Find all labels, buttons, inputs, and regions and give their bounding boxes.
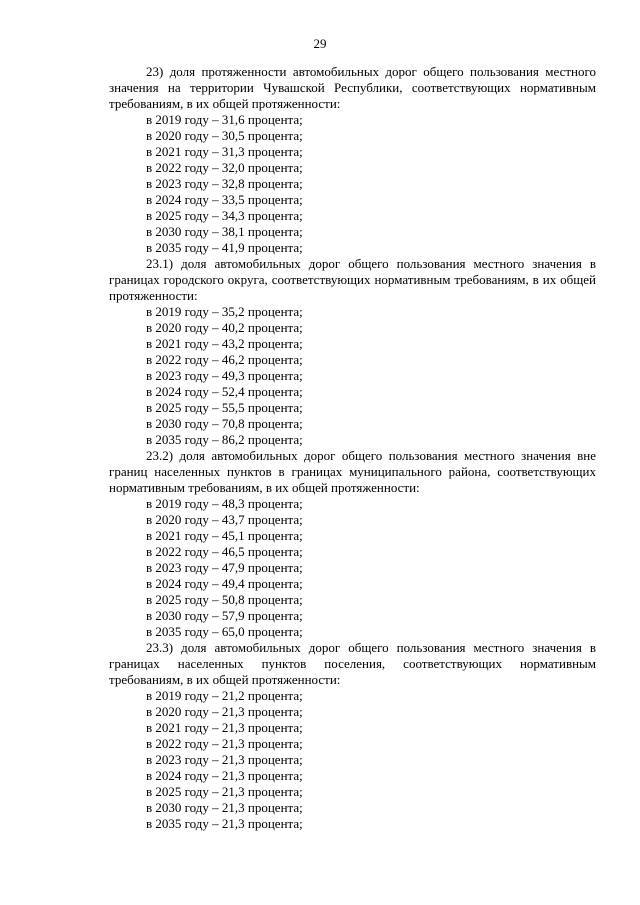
list-item: в 2020 году – 30,5 процента; [146,128,303,143]
list-item: в 2030 году – 21,3 процента; [146,800,303,815]
section-paragraph: 23.2) доля автомобильных дорог общего пользования местного значения вне границ населенных пунктов в границах муниципального района, соответствующих нормативным требованиям, в их общей протяженности: [109,448,596,495]
indicator-list [109,304,596,448]
section-paragraph: 23.3) доля автомобильных дорог общего пользования местного значения в границах населенных пунктов поселения, соответствующих нормативным требованиям, в их общей протяженности: [109,640,596,687]
list-item: в 2023 году – 49,3 процента; [146,368,303,383]
list-item: в 2019 году – 35,2 процента; [146,304,303,319]
list-item: в 2020 году – 43,7 процента; [146,512,303,527]
list-item: в 2021 году – 21,3 процента; [146,720,303,735]
list-item: в 2020 году – 40,2 процента; [146,320,303,335]
section-23 [109,64,596,256]
list-item: в 2024 году – 21,3 процента; [146,768,303,783]
list-item: в 2019 году – 48,3 процента; [146,496,303,511]
list-item: в 2020 году – 21,3 процента; [146,704,303,719]
list-item: в 2021 году – 31,3 процента; [146,144,303,159]
indicator-list [109,112,596,256]
section-23-1 [109,256,596,448]
list-item: в 2025 году – 21,3 процента; [146,784,303,799]
list-item: в 2022 году – 46,2 процента; [146,352,303,367]
list-item: в 2021 году – 43,2 процента; [146,336,303,351]
list-item: в 2019 году – 21,2 процента; [146,688,303,703]
section-paragraph: 23.1) доля автомобильных дорог общего пользования местного значения в границах городского округа, соответствующих нормативным требованиям, в их общей протяженности: [109,256,596,303]
list-item: в 2024 году – 52,4 процента; [146,384,303,399]
section-paragraph: 23) доля протяженности автомобильных дорог общего пользования местного значения на территории Чувашской Республики, соответствующих нормативным требованиям, в их общей протяженности: [109,64,596,111]
list-item: в 2035 году – 86,2 процента; [146,432,303,447]
list-item: в 2024 году – 49,4 процента; [146,576,303,591]
list-item: в 2022 году – 32,0 процента; [146,160,303,175]
page-number: 29 [313,36,327,51]
list-item: в 2035 году – 65,0 процента; [146,624,303,639]
list-item: в 2023 году – 32,8 процента; [146,176,303,191]
list-item: в 2035 году – 21,3 процента; [146,816,303,831]
list-item: в 2030 году – 57,9 процента; [146,608,303,623]
list-item: в 2023 году – 21,3 процента; [146,752,303,767]
list-item: в 2019 году – 31,6 процента; [146,112,303,127]
list-item: в 2023 году – 47,9 процента; [146,560,303,575]
list-item: в 2021 году – 45,1 процента; [146,528,303,543]
list-item: в 2030 году – 70,8 процента; [146,416,303,431]
document-body [109,64,596,832]
section-23-3 [109,640,596,832]
list-item: в 2030 году – 38,1 процента; [146,224,303,239]
list-item: в 2022 году – 21,3 процента; [146,736,303,751]
indicator-list [109,496,596,640]
list-item: в 2035 году – 41,9 процента; [146,240,303,255]
list-item: в 2024 году – 33,5 процента; [146,192,303,207]
list-item: в 2022 году – 46,5 процента; [146,544,303,559]
section-23-2 [109,448,596,640]
indicator-list [109,688,596,832]
list-item: в 2025 году – 34,3 процента; [146,208,303,223]
list-item: в 2025 году – 50,8 процента; [146,592,303,607]
list-item: в 2025 году – 55,5 процента; [146,400,303,415]
